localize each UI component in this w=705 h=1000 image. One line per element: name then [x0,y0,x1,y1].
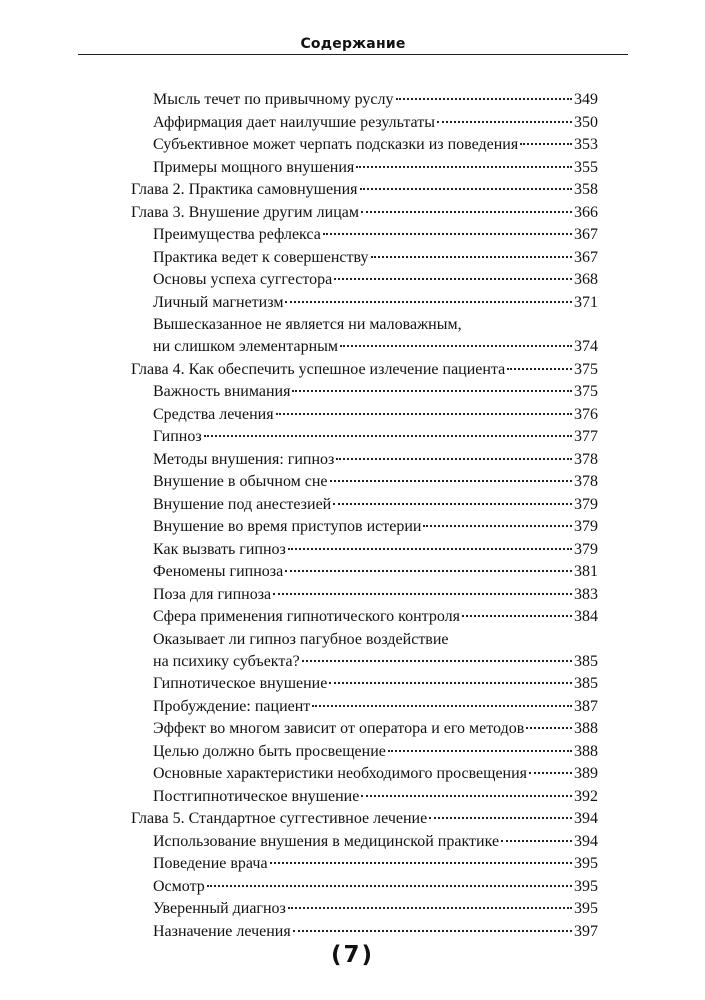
toc-entry-page-number: 383 [574,585,598,603]
toc-entry-title: Основы успеха суггестора [153,271,333,288]
dot-leader [285,570,572,572]
dot-leader [371,256,572,258]
toc-entry-page-number: 387 [574,697,598,715]
toc-entry-page-number: 379 [574,540,598,558]
toc-entry-page-number: 350 [574,113,598,131]
dot-leader [388,750,572,752]
toc-entry-title: Пробуждение: пациент [153,697,311,715]
dot-leader [288,907,572,909]
toc-entry-page-number: 367 [574,226,598,243]
toc-section-entry [131,449,598,471]
dot-leader [356,166,572,168]
toc-section-entry [131,471,598,493]
toc-section-entry [131,494,598,516]
toc-chapter-entry [131,179,598,201]
toc-entry-page-number: 366 [574,203,598,221]
toc-entry-page-number: 349 [574,91,598,108]
toc-entry-page-number: 353 [574,136,598,153]
toc-entry-page-number: 395 [574,877,598,895]
toc-entry-page-number: 397 [574,922,598,940]
toc-entry-page-number: 375 [574,360,598,378]
toc-entry-page-number: 385 [574,675,598,692]
toc-entry-page-number: 389 [574,765,598,782]
toc-entry-page-number: 388 [574,720,598,737]
toc-entry-title: Личный магнетизм [153,293,284,311]
toc-entry-page-number: 392 [574,787,598,805]
toc-section-entry [131,157,598,179]
dot-leader [361,211,572,213]
toc-section-entry [131,561,598,583]
toc-chapter-entry [131,202,598,224]
toc-entry-page-number: 395 [574,900,598,917]
toc-entry-title: Глава 5. Стандартное суггестивное лечение [131,810,428,827]
toc-entry-title: Важность внимания [153,383,291,400]
toc-entry-page-number: 381 [574,563,598,580]
dot-leader [520,143,572,145]
toc-section-entry [131,584,598,606]
toc-section-entry [131,426,598,448]
dot-leader [273,593,572,595]
toc-entry-title: Постгипнотическое внушение [153,787,360,805]
toc-section-entry [131,786,598,808]
toc-entry-title: Использование внушения в медицинской практике [153,832,500,850]
toc-entry-title: ни слишком элементарным [153,338,339,355]
toc-section-entry [131,89,598,111]
dot-leader [437,121,572,123]
dot-leader [501,840,572,842]
dot-leader [462,615,572,617]
toc-section-entry [131,876,598,898]
toc-entry-title-line1: Вышесказанное не является ни маловажным, [153,316,462,333]
toc-section-entry [131,606,598,628]
toc-entry-title: Уверенный диагноз [153,900,286,917]
toc-entry-title: Глава 3. Внушение другим лицам [131,203,359,221]
dot-leader [207,885,572,887]
toc-entry-page-number: 355 [574,158,598,176]
toc-section-entry [131,629,598,673]
toc-section-entry [131,718,598,740]
dot-leader [329,682,572,684]
toc-entry-page-number: 377 [574,428,598,445]
toc-section-entry [131,404,598,426]
toc-entry-title: Субъективное может черпать подсказки из поведения [153,136,519,153]
toc-entry-page-number: 394 [574,832,598,850]
toc-entry-page-number: 371 [574,293,598,311]
toc-entry-title: Гипнотическое внушение [153,675,328,692]
toc-entry-title: Глава 4. Как обеспечить успешное излечение пациента [131,360,506,378]
dot-leader [323,233,572,235]
dot-leader [396,98,573,100]
running-header-title: Содержание [300,36,406,52]
toc-entry-title: Осмотр [153,877,205,895]
toc-entry-title: Средства лечения [153,405,274,423]
toc-section-entry [131,763,598,785]
toc-entry-page-number: 384 [574,608,598,625]
toc-entry-page-number: 367 [574,248,598,266]
dot-leader [423,525,572,527]
toc-entry-title: Глава 2. Практика самовнушения [131,181,358,198]
toc-section-entry [131,134,598,156]
dot-leader [302,660,572,662]
dot-leader [507,368,572,370]
dot-leader [334,278,572,280]
toc-section-entry [131,831,598,853]
toc-entry-page-number: 379 [574,495,598,513]
dot-leader [270,862,572,864]
toc-section-entry [131,224,598,246]
toc-entry-title: Внушение под анестезией [153,495,332,513]
toc-chapter-entry [131,808,598,830]
toc-entry-page-number: 379 [574,518,598,535]
toc-entry-title: Внушение в обычном сне [153,473,328,490]
toc-section-entry [131,921,598,943]
header-divider [78,54,628,55]
dot-leader [330,480,572,482]
table-of-contents [131,89,598,943]
toc-entry-title: Поза для гипноза [153,585,272,603]
toc-entry-page-number: 375 [574,383,598,400]
toc-entry-title: Как вызвать гипноз [153,540,286,558]
toc-section-entry [131,314,598,358]
toc-entry-page-number: 378 [574,473,598,490]
toc-entry-title: Основные характеристики необходимого просвещения [153,765,528,782]
dot-leader [336,458,572,460]
dot-leader [204,435,572,437]
toc-section-entry [131,539,598,561]
toc-entry-title: Практика ведет к совершенству [153,248,369,266]
toc-entry-title: Мысль течет по привычному руслу [153,91,394,108]
dot-leader [340,345,572,347]
dot-leader [333,503,572,505]
toc-entry-title: Феномены гипноза [153,563,284,580]
toc-section-entry [131,741,598,763]
dot-leader [276,413,572,415]
toc-entry-title: на психику субъекта? [153,652,300,670]
toc-entry-title-line1: Оказывает ли гипноз пагубное воздействие [153,630,449,648]
toc-entry-title: Преимущества рефлекса [153,226,321,243]
dot-leader [312,705,572,707]
toc-entry-page-number: 395 [574,855,598,872]
running-header [78,36,628,55]
toc-entry-title: Внушение во время приступов истерии [153,518,422,535]
toc-entry-title: Эффект во многом зависит от оператора и его методов [153,720,525,737]
toc-entry-title: Поведение врача [153,855,268,872]
dot-leader [526,727,572,729]
dot-leader [292,390,572,392]
dot-leader [360,188,572,190]
toc-section-entry [131,516,598,538]
toc-entry-page-number: 385 [574,652,598,670]
dot-leader [293,930,572,932]
dot-leader [529,772,572,774]
toc-section-entry [131,673,598,695]
toc-entry-page-number: 388 [574,742,598,760]
toc-entry-title: Гипноз [153,428,202,445]
toc-entry-page-number: 376 [574,405,598,423]
toc-section-entry [131,696,598,718]
toc-entry-title: Целью должно быть просвещение [153,742,386,760]
toc-section-entry [131,292,598,314]
toc-entry-page-number: 368 [574,271,598,288]
toc-entry-title: Примеры мощного внушения [153,158,355,176]
toc-section-entry [131,853,598,875]
toc-entry-page-number: 358 [574,181,598,198]
toc-entry-title: Аффирмация дает наилучшие результаты [153,113,435,131]
dot-leader [288,548,572,550]
toc-section-entry [131,381,598,403]
toc-entry-page-number: 374 [574,338,598,355]
toc-section-entry [131,898,598,920]
page-number: (7) [330,942,375,968]
toc-section-entry [131,247,598,269]
toc-entry-page-number: 378 [574,450,598,468]
toc-entry-title: Назначение лечения [153,922,291,940]
toc-entry-title: Сфера применения гипнотического контроля [153,608,460,625]
toc-section-entry [131,269,598,291]
toc-entry-page-number: 394 [574,810,598,827]
dot-leader [361,795,572,797]
dot-leader [429,817,572,819]
toc-entry-title: Методы внушения: гипноз [153,450,335,468]
toc-chapter-entry [131,359,598,381]
dot-leader [285,301,572,303]
toc-section-entry [131,112,598,134]
